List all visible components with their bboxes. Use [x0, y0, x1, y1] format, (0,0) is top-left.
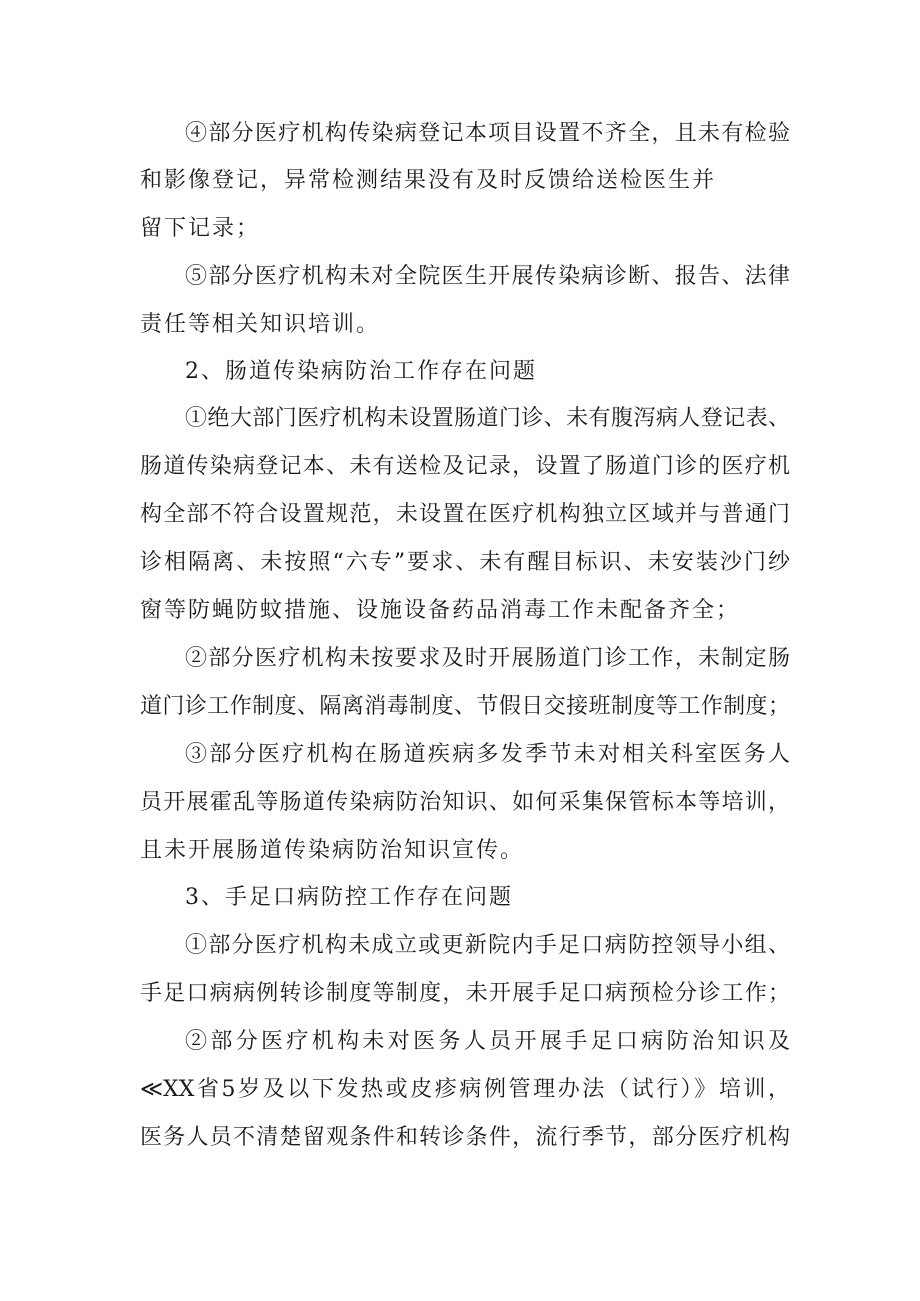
- text-line: 窗等防蝇防蚊措施、设施设备药品消毒工作未配备齐全；: [140, 598, 741, 623]
- section-heading: 3、手足口病防控工作存在问题: [185, 885, 513, 910]
- text-line: ②部分医疗机构未按要求及时开展肠道门诊工作，未制定肠: [185, 646, 790, 671]
- text-line: 留下记录；: [140, 216, 261, 241]
- text-line: 诊相隔离、未按照“六专”要求、未有醒目标识、未安装沙门纱: [140, 550, 790, 575]
- text-line: 医务人员不清楚留观条件和转诊条件，流行季节，部分医疗机构: [140, 1125, 790, 1150]
- text-line: 手足口病病例转诊制度等制度，未开展手足口病预检分诊工作；: [140, 981, 790, 1006]
- text-line: ①部分医疗机构未成立或更新院内手足口病防控领导小组、: [185, 933, 790, 958]
- text-line: ①绝大部门医疗机构未设置肠道门诊、未有腹泻病人登记表、: [185, 406, 790, 431]
- text-line: ⑤部分医疗机构未对全院医生开展传染病诊断、报告、法律: [185, 264, 790, 289]
- text-line: ②部分医疗机构未对医务人员开展手足口病防治知识及: [185, 1029, 790, 1054]
- text-line: ③部分医疗机构在肠道疾病多发季节未对相关科室医务人: [185, 742, 790, 767]
- text-line: ≪XX省5岁及以下发热或皮疹病例管理办法（试行）》培训，: [140, 1077, 790, 1102]
- text-line: 且未开展肠道传染病防治知识宣传。: [140, 838, 525, 863]
- text-line: 责任等相关知识培训。: [140, 312, 381, 337]
- text-line: ④部分医疗机构传染病登记本项目设置不齐全，且未有检验: [185, 121, 790, 146]
- text-line: 肠道传染病登记本、未有送检及记录，设置了肠道门诊的医疗机: [140, 454, 790, 479]
- text-line: 道门诊工作制度、隔离消毒制度、节假日交接班制度等工作制度；: [140, 694, 790, 719]
- text-line: 员开展霍乱等肠道传染病防治知识、如何采集保管标本等培训，: [140, 790, 790, 815]
- text-line: 构全部不符合设置规范，未设置在医疗机构独立区域并与普通门: [140, 502, 790, 527]
- text-line: 和影像登记，异常检测结果没有及时反馈给送检医生并: [140, 168, 717, 193]
- section-heading: 2、肠道传染病防治工作存在问题: [185, 359, 537, 384]
